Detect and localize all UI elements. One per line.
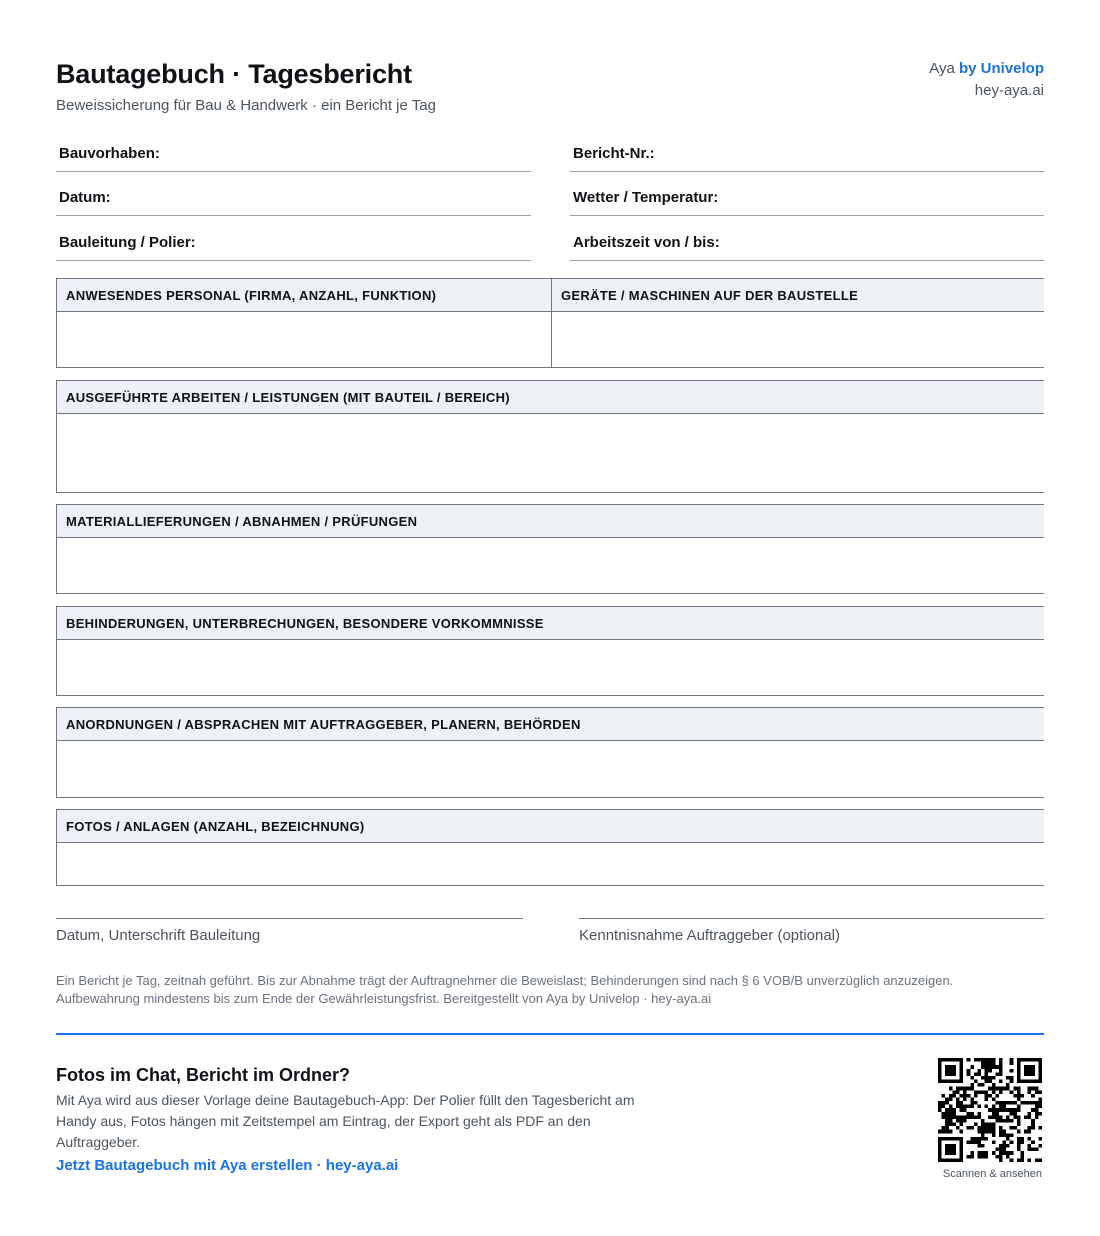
legal-note-line: Ein Bericht je Tag, zeitnah geführt. Bis zur Abnahme trägt der Auftragnehmer die Beweislast; Behinderungen sind nach § 6 VOB/B unverzüglich anzuzeigen. [56, 973, 954, 988]
field-label: Bericht-Nr.: [573, 145, 655, 162]
field-label: Bauleitung / Polier: [59, 234, 196, 251]
split-container [57, 279, 1044, 367]
section-personal-geraete [56, 278, 1044, 368]
page-title: Bautagebuch · Tagesbericht [56, 59, 412, 89]
qr-caption: Scannen & ansehen [942, 1168, 1042, 1180]
cta-link[interactable]: Jetzt Bautagebuch mit Aya erstellen · hey-aya.ai [56, 1157, 399, 1174]
section-heading: GERÄTE / MASCHINEN AUF DER BAUSTELLE [552, 279, 1044, 312]
field-bauvorhaben[interactable] [56, 136, 531, 172]
cta-text: Mit Aya wird aus dieser Vorlage deine Bautagebuch-App: Der Polier füllt den Tagesbericht am Handy aus, Fotos hängen mit Zeitstempel am Eintrag, der Export geht als PDF an den Auftraggeber. [56, 1092, 635, 1150]
brand-url: hey-aya.ai [974, 82, 1044, 99]
field-bericht-nr[interactable] [570, 136, 1044, 172]
section-heading: ANWESENDES PERSONAL (FIRMA, ANZAHL, FUNKTION) [57, 279, 551, 312]
page-subtitle: Beweissicherung für Bau & Handwerk · ein Bericht je Tag [56, 97, 436, 114]
section-fotos [56, 809, 1044, 886]
brand-name: Aya [929, 60, 955, 77]
document-header [56, 58, 1044, 118]
section-heading: MATERIALLIEFERUNGEN / ABNAHMEN / PRÜFUNGEN [57, 505, 1044, 538]
section-personal [57, 279, 551, 367]
field-wetter[interactable] [570, 180, 1044, 216]
field-label: Datum: [59, 189, 111, 206]
signature-auftraggeber[interactable] [579, 918, 1044, 944]
section-behinderungen [56, 606, 1044, 696]
section-fotos-input[interactable] [57, 843, 1044, 918]
field-label: Bauvorhaben: [59, 145, 160, 162]
signature-label: Datum, Unterschrift Bauleitung [56, 927, 261, 944]
cta-title: Fotos im Chat, Bericht im Ordner? [56, 1065, 351, 1085]
field-label: Arbeitszeit von / bis: [573, 234, 720, 251]
brand-by: by Univelop [958, 60, 1044, 77]
legal-note [56, 972, 1044, 1008]
field-label: Wetter / Temperatur: [573, 189, 719, 206]
signature-bauleitung[interactable] [56, 918, 523, 944]
section-arbeiten [56, 380, 1044, 493]
section-material [56, 504, 1044, 594]
section-anordnungen [56, 707, 1044, 798]
qr-code-icon [938, 1058, 1042, 1162]
section-heading: ANORDNUNGEN / ABSPRACHEN MIT AUFTRAGGEBER, PLANERN, BEHÖRDEN [57, 708, 1044, 741]
section-heading: BEHINDERUNGEN, UNTERBRECHUNGEN, BESONDERE VORKOMMNISSE [57, 607, 1044, 640]
field-arbeitszeit[interactable] [570, 225, 1044, 261]
section-geraete [551, 279, 1044, 367]
brand-block [929, 58, 1044, 102]
legal-note-line: Aufbewahrung mindestens bis zum Ende der Gewährleistungsfrist. Bereitgestellt von Aya by Univelop · hey-aya.ai [56, 991, 712, 1006]
signature-label: Kenntnisnahme Auftraggeber (optional) [579, 927, 841, 944]
divider [56, 1033, 1044, 1035]
section-heading: AUSGEFÜHRTE ARBEITEN / LEISTUNGEN (MIT BAUTEIL / BEREICH) [57, 381, 1044, 414]
field-datum[interactable] [56, 180, 531, 216]
field-bauleitung[interactable] [56, 225, 531, 261]
section-heading: FOTOS / ANLAGEN (ANZAHL, BEZEICHNUNG) [57, 810, 1044, 843]
